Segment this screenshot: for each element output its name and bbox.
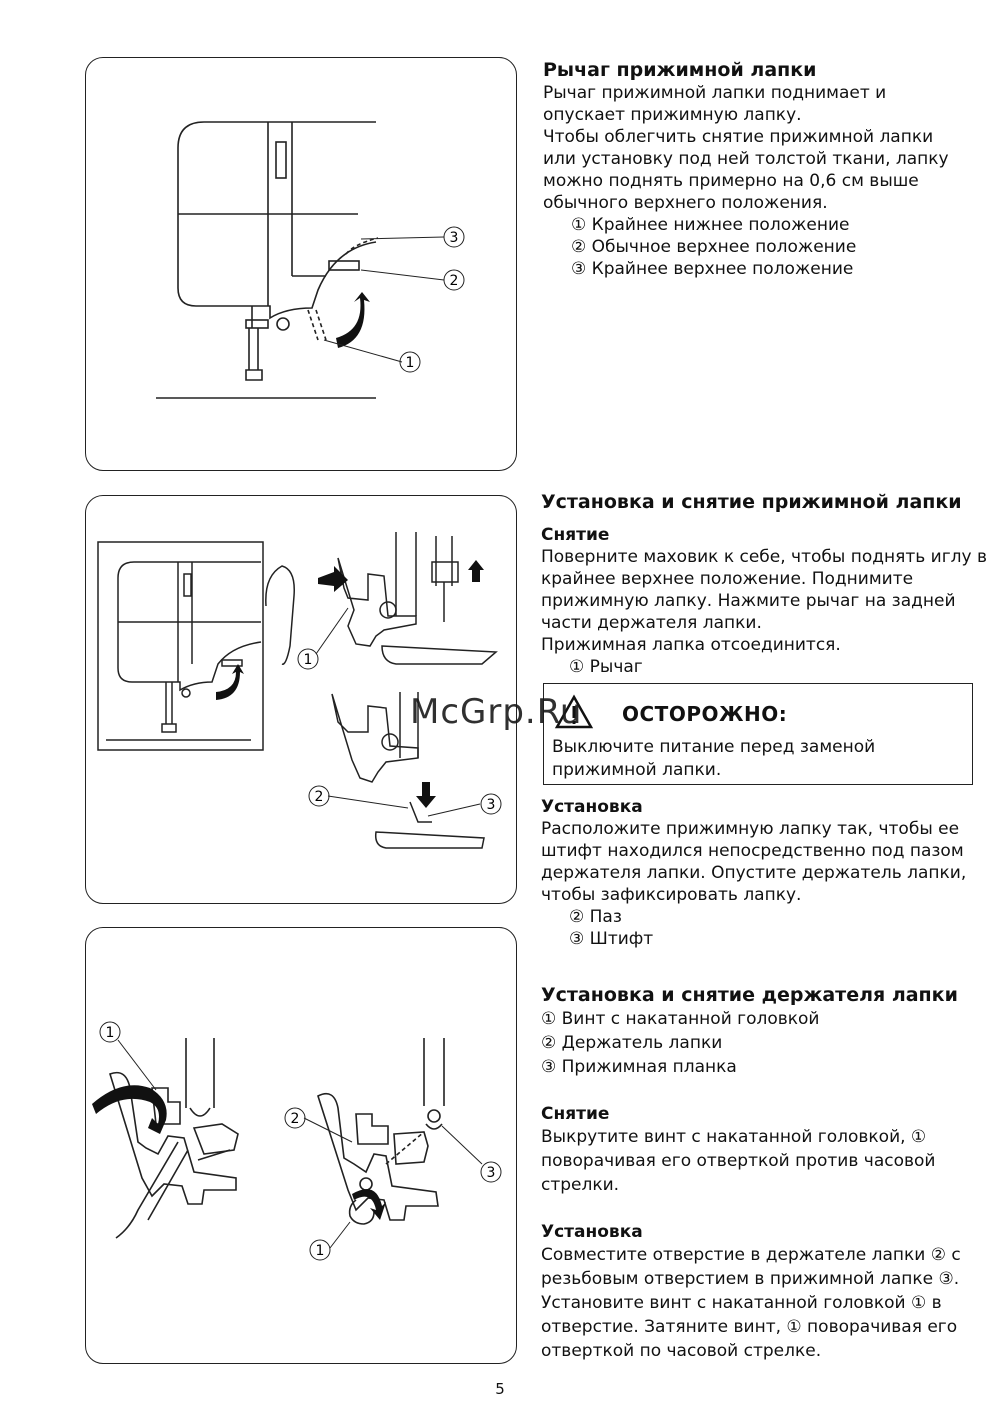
- page-number: 5: [495, 1380, 505, 1398]
- section-foot-holder: [541, 983, 996, 1363]
- section-title: Установка и снятие прижимной лапки: [541, 491, 962, 513]
- subsection-title: Установка: [541, 1222, 643, 1242]
- list-item: ② Держатель лапки: [541, 1033, 723, 1053]
- callout-3: 3: [486, 1165, 496, 1181]
- list-item: ① Винт с накатанной головкой: [541, 1009, 820, 1029]
- callout-1: 1: [303, 652, 313, 668]
- subsection-title: Снятие: [541, 1104, 610, 1124]
- paragraph: Чтобы облегчить снятие прижимной лапки или установку под ней толстой ткани, лапку можно поднять примерно на 0,6 см выше обычного верхнего положения.: [543, 127, 949, 213]
- subsection-title: Снятие: [541, 525, 610, 545]
- paragraph: Прижимная лапка отсоединится.: [541, 635, 841, 655]
- list-item: ③ Прижимная планка: [541, 1057, 737, 1077]
- section-title: Рычаг прижимной лапки: [543, 59, 817, 81]
- callout-1: 1: [315, 1243, 325, 1259]
- figure-foot-holder: [85, 927, 517, 1364]
- callout-3: 3: [486, 797, 496, 813]
- paragraph: Расположите прижимную лапку так, чтобы ее штифт находился непосредственно под пазом держателя лапки. Опустите держатель лапки, чтобы зафиксировать лапку.: [541, 819, 967, 905]
- callout-2: 2: [290, 1111, 300, 1127]
- section-title: Установка и снятие держателя лапки: [541, 984, 958, 1006]
- list-item: ③ Крайнее верхнее положение: [571, 259, 854, 279]
- presser-lever-illustration: [86, 58, 516, 470]
- callout-1: 1: [105, 1025, 115, 1041]
- section-presser-foot-install: [541, 796, 996, 950]
- warning-box: [543, 683, 973, 785]
- list-item: ① Рычаг: [569, 657, 643, 677]
- figure-presser-lever: [85, 57, 517, 471]
- callout-2: 2: [449, 273, 459, 289]
- list-item: ② Паз: [569, 907, 622, 927]
- list-item: ③ Штифт: [569, 929, 654, 949]
- callout-3: 3: [449, 230, 459, 246]
- list-item: ② Обычное верхнее положение: [571, 237, 857, 257]
- warning-text: Выключите питание перед заменой прижимной лапки.: [552, 737, 876, 780]
- paragraph: Совместите отверстие в держателе лапки ② с резьбовым отверстием в прижимной лапке ③. Установите винт с накатанной головкой ① в отверстие. Затяните винт, ① поворачивая его отверткой по часовой стрелке.: [541, 1245, 961, 1361]
- paragraph: Рычаг прижимной лапки поднимает и опускает прижимную лапку.: [543, 83, 887, 125]
- subsection-title: Установка: [541, 797, 643, 817]
- section-presser-foot: [541, 490, 996, 678]
- callout-1: 1: [405, 355, 415, 371]
- foot-holder-illustration: [86, 928, 516, 1363]
- watermark: McGrp.Ru: [410, 692, 583, 732]
- list-item: ① Крайнее нижнее положение: [571, 215, 850, 235]
- paragraph: Выкрутите винт с накатанной головкой, ① поворачивая его отверткой против часовой стрелки.: [541, 1127, 936, 1195]
- section-presser-lever: [543, 58, 968, 280]
- warning-title: ОСТОРОЖНО:: [622, 702, 788, 726]
- callout-2: 2: [314, 789, 324, 805]
- paragraph: Поверните маховик к себе, чтобы поднять иглу в крайнее верхнее положение. Поднимите прижимную лапку. Нажмите рычаг на задней части держателя лапки.: [541, 547, 987, 633]
